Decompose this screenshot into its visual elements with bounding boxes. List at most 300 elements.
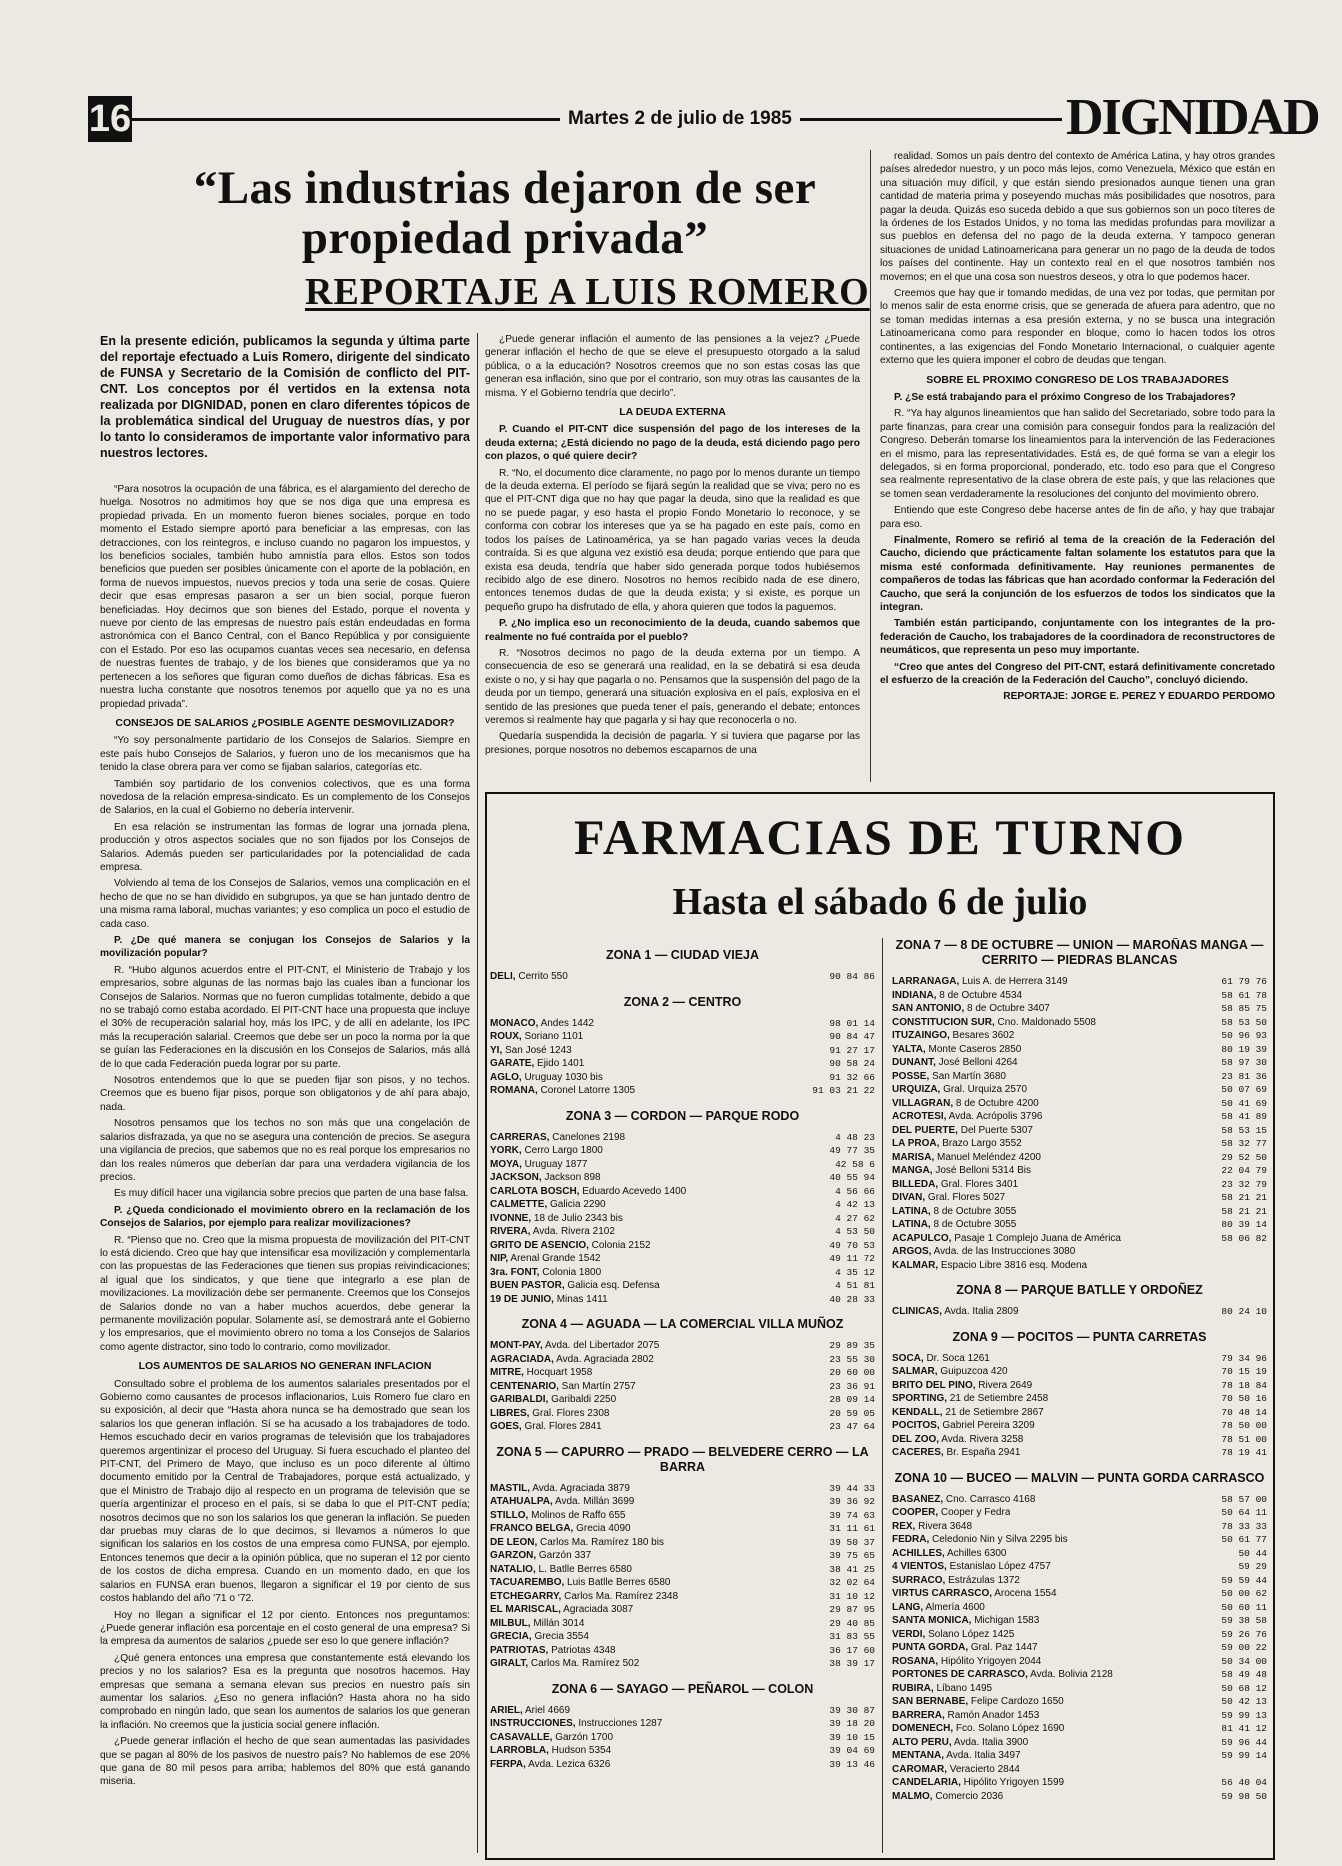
pharmacy-name: MONACO,: [490, 1017, 539, 1029]
pharmacy-phone: 58 06 82: [1221, 1232, 1267, 1244]
pharmacy-row: [892, 1764, 1267, 1778]
pharmacy-phone: 61 79 76: [1221, 976, 1267, 987]
pharmacy-name-address: [490, 1145, 603, 1158]
pharmacy-row: [892, 1407, 1267, 1421]
pharmacy-row: [892, 1548, 1267, 1562]
pharmacy-row: [892, 1602, 1267, 1616]
pharmacy-row: [892, 1777, 1267, 1791]
pharmacy-row: [490, 971, 875, 985]
pharmacy-row: [490, 1631, 875, 1645]
pharmacy-name-address: [892, 1696, 1064, 1709]
pharmacy-address: Molinos de Raffo 655: [528, 1509, 626, 1521]
pharmacy-address: 8 de Octubre 4200: [953, 1097, 1039, 1109]
article-paragraph: P. ¿Queda condicionado el movimiento obrero en la reclamación de los Consejos de Salarios, por ejemplo para realizar movilizaciones?: [100, 1204, 470, 1230]
pharmacy-address: 21 de Setiembre 2867: [942, 1406, 1044, 1418]
pharmacy-name: SANTA MONICA,: [892, 1615, 972, 1626]
pharmacy-name-address: [892, 1791, 1003, 1804]
pharmacy-phone: 4 53 50: [835, 1226, 875, 1237]
pharmacy-address: Comercio 2036: [932, 1790, 1004, 1802]
article-paragraph: P. ¿No implica eso un reconocimiento de la deuda, cuando sabemos que realmente no fué contraída por el pueblo?: [485, 618, 860, 643]
pharmacy-row: [490, 1132, 875, 1146]
article-paragraph: P. Cuando el PIT-CNT dice suspensión del pago de los intereses de la deuda externa; ¿Está diciendo no pago de la deuda, está diciendo pago pero con plazos, o qué quiere decir?: [485, 424, 860, 463]
pharmacy-row: [490, 1718, 875, 1732]
pharmacy-phone: 23 55 30: [829, 1353, 875, 1365]
pharmacy-address: Grecia 4090: [573, 1523, 631, 1534]
pharmacy-name: GOES,: [490, 1421, 522, 1432]
pharmacy-row: [892, 1192, 1267, 1206]
pharmacy-phone: 58 53 15: [1221, 1124, 1267, 1136]
pharmacy-row: [490, 1172, 875, 1186]
pharmacy-name-address: [490, 1340, 659, 1353]
pharmacy-name-address: [490, 1645, 616, 1658]
pharmacy-row: [892, 1494, 1267, 1508]
zone-title: ZONA 4 — AGUADA — LA COMERCIAL VILLA MUÑOZ: [521, 1317, 844, 1331]
article-paragraph: Nosotros pensamos que los techos no son más que una congelación de salarios disfrazada, ya que no se asegura una contención de precios. Se asegura una vigilancia de precios, que sabemos que no es real porque los empresarios no dan los reales números que deberían dar para una verdadera vigilancia de los precios.: [100, 1118, 470, 1183]
pharmacy-name-address: [490, 1031, 583, 1044]
pharmacy-address: Agraciada 3087: [560, 1604, 634, 1615]
pharmacy-phone: 70 50 16: [1221, 1393, 1267, 1404]
pharmacy-address: Garzón 337: [536, 1550, 592, 1561]
pharmacy-address: Achilles 6300: [944, 1547, 1007, 1559]
pharmacy-phone: 4 56 66: [835, 1185, 875, 1197]
pharmacy-name: MALMO,: [892, 1790, 933, 1802]
pharmacy-phone: 91 03 21 22: [812, 1085, 875, 1096]
pharmacy-phone: 49 11 72: [829, 1253, 875, 1264]
pharmacy-name: ATAHUALPA,: [490, 1496, 553, 1507]
pharmacy-row: [892, 1003, 1267, 1017]
pharmacy-name: 3ra. FONT,: [490, 1266, 540, 1278]
pharmacy-row: [490, 1018, 875, 1032]
pharmacy-phone: 39 30 87: [829, 1704, 875, 1716]
pharmacy-phone: 58 49 48: [1221, 1669, 1267, 1680]
pharmacy-name: FEDRA,: [892, 1534, 930, 1545]
pharmacy-name-address: [892, 1548, 1007, 1561]
pharmacy-row: [490, 1618, 875, 1632]
article-paragraph: “Para nosotros la ocupación de una fábrica, es el alargamiento del derecho de huelga. Nosotros no admitimos hoy que se nos diga que una empresa es propiedad privada. En un momento fueron bienes sociales, porque en todo momento el Estado siempre aportó para beneficiar a las empresas, con las detracciones, con los reintegros, e incluso cuando no pagaron los impuestos, y los beneficios sociales, también hubo amnistía para ellos. Estos son todos beneficios que pueden ser posibles únicamente con el aporte de la población, en forma de nuevos impuestos, nuevos precios y toda una serie de cosas. Quiere decir que esas empresas pasaron a ser un bien social, porque fueron beneficiadas. Hoy decimos que son bienes del Estado, porque el noventa y nueve por ciento de las empresas de nuestro país están endeudadas en forma astronómica con el Banco Central, con el Banco República y por consiguiente con el Estado. Por eso las ocupamos cuantas veces sea necesario, en defensa de nuestras fuentes de trabajo, y de los bienes que consideramos que ya no pertenecen a los señores que figuran como dueños de dichas fábricas. Esa es nuestra lucha constante que nosotros tenemos por aquello que ya no es una propiedad privada”.: [100, 484, 470, 710]
pharmacy-name-address: [490, 1085, 635, 1098]
pharmacy-name-address: [892, 1084, 1027, 1097]
pharmacy-row: [490, 1340, 875, 1354]
pharmacy-phone: 50 44: [1238, 1547, 1267, 1559]
pharmacy-row: [490, 1199, 875, 1213]
pharmacy-name-address: [892, 1152, 1041, 1165]
pharmacy-address: Manuel Meléndez 4200: [934, 1151, 1041, 1163]
pharmacy-row: [892, 1434, 1267, 1448]
pharmacy-row: [490, 1732, 875, 1746]
pharmacy-address: Cooper y Fedra: [938, 1507, 1011, 1518]
pharmacy-phone: 38 41 25: [829, 1563, 875, 1575]
pharmacy-row: [892, 1575, 1267, 1589]
pharmacy-phone: 23 47 64: [829, 1421, 875, 1432]
pharmacy-name: ROMANA,: [490, 1085, 538, 1096]
pharmacy-address: Veracierto 2844: [947, 1763, 1020, 1775]
zone-title: ZONA 2 — CENTRO: [623, 994, 742, 1009]
pharmacy-name-address: [892, 1393, 1048, 1406]
pharmacy-phone: 39 50 37: [829, 1536, 875, 1548]
pharmacy-address: Carlos Ma. Ramírez 180 bis: [537, 1536, 664, 1548]
pharmacy-name: NIP,: [490, 1253, 509, 1264]
pharmacy-name: POCITOS,: [892, 1420, 940, 1431]
pharmacy-name: ITUZAINGO,: [892, 1030, 950, 1041]
pharmacy-name: CACERES,: [892, 1447, 944, 1458]
column-divider: [870, 150, 871, 782]
pharmacy-name: INDIANA,: [892, 989, 937, 1001]
pharmacy-phone: 29 89 35: [829, 1340, 875, 1351]
pharmacy-name-address: [892, 1071, 1006, 1084]
article-paragraph: Consultado sobre el problema de los aumentos salariales presentados por el Gobierno como causantes de procesos inflacionarios, Luis Romero fue claro en su exposición, al decir que “Hasta ahora nunca se ha demostrado que sean los salarios los que generan inflación. Sí se ha acusado a los trabajadores de todo. Hemos escuchado decir en varios programas de televisión que los trabajadores queremos argentinizar el proceso del Uruguay. Si fuera escuchado el planteo del PIT-CNT, del Primero de Mayo, que incluso es un poco diferente al último documento emitido por la Central de Trabajadores, porque está actualizado, y que el Ministro de Trabajo dijo al respecto en un programa de televisión que se quería argentinizar el proceso en el país, si se daba lo que el PIT-CNT pedía; nosotros decimos que no son los salarios los que generan la inflación. Se pueden dar pruebas muy claras de lo que decimos, si llevamos a números lo que significan los salarios en los costos de una empresa como FUNSA, por ejemplo. Entonces tenemos que decir a la opinión pública, que no superan el 12 por ciento de los costos de dicha empresa. Cuando en un momento dado, en que los salarios en FUNSA eran buenos, llegaron a significar el 19 por ciento de sus costos hablando del año '71 o '72.: [100, 1378, 470, 1605]
pharmacy-name: VILLAGRAN,: [892, 1097, 954, 1109]
pharmacy-row: [892, 1420, 1267, 1434]
pharmacy-name: GARIBALDI,: [490, 1394, 549, 1405]
article-paragraph: Entiendo que este Congreso debe hacerse antes de fin de año, y hay que trabajar para eso.: [880, 505, 1275, 530]
article-paragraph: Nosotros entendemos que lo que se pueden fijar son pisos, y no techos. Creemos que es bueno fijar pisos, porque son obligatorios y de ahí para abajo, nada.: [100, 1075, 470, 1113]
column-divider: [477, 333, 478, 1853]
pharmacy-name-address: [892, 1233, 1121, 1246]
pharmacy-zone: [892, 1471, 1267, 1805]
article-paragraph: Quedaría suspendida la decisión de pagarla. Y si tuviera que pagarse por las presiones, porque nosotros no debemos escaparnos de una: [485, 731, 860, 756]
pharmacy-phone: 56 40 04: [1221, 1777, 1267, 1788]
pharmacy-address: Avda. Rivera 2102: [530, 1226, 615, 1237]
pharmacy-row: [892, 1071, 1267, 1085]
pharmacy-address: Hudson 5354: [548, 1745, 612, 1756]
pharmacy-name-address: [490, 1394, 616, 1407]
pharmacy-address: 8 de Octubre 3055: [930, 1219, 1017, 1230]
pharmacy-row: [490, 1658, 875, 1672]
pharmacy-name-address: [892, 1125, 1033, 1138]
pharmacy-zone: [490, 948, 875, 985]
pharmacy-row: [892, 1534, 1267, 1548]
pharmacy-name: ARGOS,: [892, 1246, 932, 1257]
pharmacy-name-address: [892, 1669, 1113, 1682]
pharmacy-name-address: [490, 1381, 636, 1394]
pharmacy-address: Cno. Carrasco 4168: [943, 1493, 1036, 1505]
pharmacy-address: San Martín 2757: [558, 1380, 636, 1392]
pharmacy-row: [892, 1306, 1267, 1320]
pharmacy-phone: 78 33 33: [1221, 1520, 1267, 1532]
pharmacy-name: CALMETTE,: [490, 1199, 548, 1210]
pharmacy-row: [892, 1219, 1267, 1233]
pharmacy-address: L. Batlle Berres 6580: [535, 1563, 632, 1575]
pharmacy-name-address: [892, 1246, 1075, 1259]
pharmacy-name: MANGA,: [892, 1165, 933, 1176]
pharmacy-name: INSTRUCCIONES,: [490, 1718, 576, 1729]
pharmacy-address: Avda. Italia 3497: [944, 1750, 1021, 1761]
article-paragraph: R. “Ya hay algunos lineamientos que han salido del Secretariado, sobre todo para la parte finanzas, para crear una comisión para conseguir fondos para la realización del Congreso. Deberán tomarse los lineamientos para la intervención de las Federaciones en el mismo, para las representatividades. Está es, de qué forma se van a elegir los delegados, si en forma proporcional, ponderado, etc. todo eso para que el Congreso sea realmente representativo de la clase obrera de este país, y que las relaciones que se tomen sean verdaderamente la resoluciones del conjunto del movimiento obrero.: [880, 408, 1275, 500]
pharmacy-address: Colonia 1800: [539, 1266, 602, 1278]
pharmacy-phone: 36 17 60: [829, 1644, 875, 1656]
pharmacy-address: Avda. Acrópolis 3796: [946, 1111, 1043, 1122]
pharmacy-name-address: [892, 1420, 1035, 1433]
pharmacy-name-address: [490, 1058, 584, 1071]
pharmacy-row: [490, 1267, 875, 1281]
article-intro: En la presente edición, publicamos la segunda y última parte del reportaje efectuado a Luis Romero, dirigente del sindicato de FUNSA y Secretario de la Comisión de conflicto del PIT-CNT. Los conceptos por él vertidos en la extensa nota realizada por DIGNIDAD, ponen en claro diferentes tópicos de la problemática sindical del Uruguay de nuestros días, y por lo tanto lo consideramos de importante valor informativo para nuestros lectores.: [100, 334, 470, 460]
pharmacy-address: Hipólito Yrigoyen 1599: [960, 1777, 1065, 1788]
pharmacy-phone: 23 36 91: [829, 1380, 875, 1392]
pharmacy-row: [892, 1521, 1267, 1535]
pharmacy-phone: 59 96 44: [1221, 1736, 1267, 1748]
pharmacy-phone: 58 21 21: [1221, 1192, 1267, 1203]
pharmacy-name-address: [892, 1588, 1057, 1601]
pharmacy-name: DEL ZOO,: [892, 1433, 940, 1445]
pharmacy-name: GARZON,: [490, 1550, 537, 1561]
pharmacy-name: MARISA,: [892, 1151, 935, 1163]
pharmacy-row: [490, 1510, 875, 1524]
pharmacy-phone: 59 26 76: [1221, 1628, 1267, 1640]
article-paragraph: Creemos que hay que ir tomando medidas, de una vez por todas, que permitan por lo menos salir de esta enorme crisis, que se generada de afuera para adentro, que no se toman medidas internas a esa presión externa, y no se busca una integración Latinoamericana como para responder en bloque, como lo hacen todos los otros continentes, a las exigencias del Fondo Monetario Internacional, o cualquier agente externo que les quiera imponer el cobro de deudas que tengan.: [880, 288, 1275, 367]
pharmacy-name-address: [892, 1629, 1014, 1642]
pharmacy-row: [892, 1030, 1267, 1044]
pharmacy-name: REX,: [892, 1520, 916, 1532]
pharmacy-name: COOPER,: [892, 1507, 939, 1518]
pharmacy-name-address: [490, 1631, 589, 1644]
pharmacy-name: MONT-PAY,: [490, 1340, 543, 1351]
article-paragraph: realidad. Somos un país dentro del contexto de América Latina, y hay otros grandes países alrededor nuestro, y un poco más lejos, como Venezuela, México que están en una situación muy difícil, y que están siendo presionados aunque tienen una gran cantidad de materia prima y poseyendo muchas más posibilidades que nosotros, para pagar la deuda. Quizás eso suceda debido a que sus gobiernos son un poco títeres de la órdenes de los Estados Unidos, y no toma las medidas profundas para movilizar a sus pueblos en defensa del no pago de la deuda externa. Y tampoco generan situaciones de unidad Latinoamericana para generar un no pago de la deuda de todos los países del continente. Hay un contexto real en el que nosotros también nos movemos; en el que una cosa son nuestros deseos, y otra lo que podemos hacer.: [880, 151, 1275, 283]
pharmacy-address: Minas 1411: [553, 1293, 608, 1305]
pharmacy-name-address: [892, 976, 1068, 989]
pharmacy-row: [490, 1604, 875, 1618]
zone-title: ZONA 10 — BUCEO — MALVIN — PUNTA GORDA CARRASCO: [894, 1470, 1265, 1485]
pharmacy-row: [892, 1380, 1267, 1394]
pharmacy-name: ACAPULCO,: [892, 1232, 952, 1244]
pharmacy-name: GRECIA,: [490, 1631, 532, 1642]
pharmacy-row: [892, 1246, 1267, 1260]
pharmacy-phone: 23 81 36: [1221, 1070, 1267, 1082]
pharmacy-address: Luis A. de Herrera 3149: [959, 976, 1068, 987]
pharmacy-name: CAROMAR,: [892, 1763, 947, 1775]
pharmacy-name: GIRALT,: [490, 1658, 529, 1669]
pharmacy-address: Avda. Italia 2809: [942, 1306, 1019, 1317]
article-paragraph: En esa relación se instrumentan las formas de lograr una jornada plena, producción y otros aspectos sociales que no son fijados por los Consejos de Salarios. Además pueden ser particularidades por la potencialidad de cada empresa.: [100, 821, 470, 873]
pharmacy-row: [892, 1125, 1267, 1139]
pharmacy-name-address: [892, 1750, 1021, 1763]
pharmacy-phone: 90 84 86: [829, 971, 875, 982]
pharmacy-name-address: [490, 1367, 592, 1380]
pharmacy-name-address: [892, 1407, 1044, 1420]
article-paragraph: R. “No, el documento dice claramente, no pago por lo menos durante un tiempo de la deuda externa. El período se fijará según la realidad que se viva; pero no es que el PIT-CNT diga que no hay que pagar la deuda, sino que la realidad es que no se puede pagar, y eso hasta el propio Fondo Monetario lo reconoce, y se conforma con cobrar los intereses que ya se ha pagado en este país, como en todos los países de Latinoamérica, ya se han pagado varias veces la deuda contraída. Si es que alguna vez existió esa deuda; porque entiendo que para que exista esa deuda, tendría que haber sido generada porque todos hubiésemos recibido algo de ese dinero. Nosotros no hemos recibido nada de ese dinero, entonces tenemos dudas de que la deuda exista; y si existe, es porque un pequeño grupo ha disfrutado de ella, y ahora quieren que todos la paguemos.: [485, 467, 860, 613]
pharmacy-phone: 40 55 94: [829, 1172, 875, 1183]
pharmacy-address: Coronel Latorre 1305: [537, 1085, 636, 1096]
pharmacy-phone: 42 58 6: [835, 1158, 875, 1170]
pharmacies-divider: [882, 938, 883, 1853]
section-heading: LOS AUMENTOS DE SALARIOS NO GENERAN INFLACION: [138, 1360, 432, 1373]
pharmacy-phone: 29 87 95: [829, 1604, 875, 1615]
pharmacy-address: Estanislao López 4757: [946, 1561, 1051, 1572]
article-paragraph: Hoy no llegan a significar el 12 por ciento. Entonces nos preguntamos: ¿Puede generar inflación esa porcentaje en el costo general de una empresa? Si la empresa da aumentos de salarios ¿puede ser eso lo que genere inflación?: [100, 1609, 470, 1648]
pharmacy-name: GARATE,: [490, 1058, 535, 1069]
pharmacy-name: BASAÑEZ,: [892, 1493, 944, 1505]
pharmacy-address: Monte Caseros 2850: [925, 1043, 1022, 1055]
pharmacy-name-address: [892, 1447, 1020, 1460]
pharmacy-name-address: [892, 1260, 1087, 1273]
pharmacy-name: KENDALL,: [892, 1406, 943, 1418]
pharmacy-phone: 78 51 00: [1221, 1433, 1267, 1445]
pharmacy-name: DE LEON,: [490, 1536, 538, 1548]
pharmacy-name: ROUX,: [490, 1031, 522, 1042]
pharmacy-row: [892, 1656, 1267, 1670]
pharmacy-address: Rivera 2649: [975, 1379, 1033, 1391]
pharmacy-phone: 50 64 11: [1221, 1507, 1267, 1518]
pharmacy-address: Guipuzcoa 420: [937, 1366, 1008, 1377]
pharmacy-name: SPORTING,: [892, 1393, 948, 1404]
article-paragraph: ¿Puede generar inflación el hecho de que sean aumentadas las pasividades que se pagan al 80% de los pasivos de nuestro país? No hablemos de ese 20% que gana de 80 mil pesos para arriba; hablemos del 80% que está ganando miseria.: [100, 1736, 470, 1788]
pharmacy-name-address: [892, 1737, 1028, 1750]
zone-title: ZONA 1 — CIUDAD VIEJA: [605, 948, 760, 962]
pharmacy-address: Uruguay 1030 bis: [521, 1071, 603, 1083]
pharmacy-name-address: [490, 1172, 601, 1185]
pharmacy-row: [892, 1111, 1267, 1125]
pharmacy-name-address: [892, 1138, 1022, 1151]
pharmacy-address: Avda. Rivera 3258: [939, 1433, 1024, 1445]
pharmacy-phone: 80 39 14: [1221, 1219, 1267, 1230]
article-paragraph: R. “Hubo algunos acuerdos entre el PIT-CNT, el Ministerio de Trabajo y los empresarios, sobre algunas de las normas bajo las cuales iban a funcionar los Consejos de Salarios. Normas que no fueron cumplidas totalmente, debido a que no se trabajó como estaba acordado. El PIT-CNT hace una propuesta que incluye el 30% de recuperación salarial hoy, más los IPC, y de allí en adelante, los IPC más la recuperación salarial. Creemos que debe ser un poco la norma por la que se guían las Federaciones en la discusión en los Consejos de Salarios, más allá de lo que cada Federación pueda lograr por su parte.: [100, 964, 470, 1070]
pharmacy-address: Garzón 1700: [552, 1731, 614, 1743]
pharmacy-row: [892, 1165, 1267, 1179]
pharmacy-row: [892, 990, 1267, 1004]
pharmacy-name-address: [490, 1421, 602, 1434]
pharmacy-name-address: [892, 1366, 1008, 1379]
pharmacy-address: Avda. del Libertador 2075: [542, 1340, 660, 1351]
pharmacy-address: Felipe Cardozo 1650: [968, 1696, 1064, 1707]
pharmacy-name: CARLOTA BOSCH,: [490, 1185, 580, 1197]
pharmacy-name: LATINA,: [892, 1219, 931, 1230]
pharmacy-name: JACKSON,: [490, 1172, 542, 1183]
pharmacy-phone: 79 34 96: [1221, 1352, 1267, 1364]
pharmacy-phone: 20 60 00: [829, 1367, 875, 1378]
article-paragraph: P. ¿Se está trabajando para el próximo Congreso de los Trabajadores?: [894, 391, 1236, 403]
pharmacy-phone: 50 41 69: [1221, 1097, 1267, 1109]
pharmacy-name: SAN ANTONIO,: [892, 1003, 965, 1014]
pharmacy-address: Luis Batlle Berres 6580: [564, 1577, 671, 1588]
pharmacy-address: Estrázulas 1372: [945, 1574, 1020, 1586]
pharmacy-row: [892, 1393, 1267, 1407]
pharmacy-row: [490, 1577, 875, 1591]
pharmacy-row: [490, 1591, 875, 1605]
article-subhead: REPORTAJE A LUIS ROMERO: [305, 271, 870, 313]
pharmacy-address: 8 de Octubre 4534: [936, 989, 1023, 1001]
article-column-2: [485, 333, 860, 781]
pharmacy-address: Cno. Maldonado 5508: [994, 1016, 1096, 1028]
zone-title: ZONA 9 — POCITOS — PUNTA CARRETAS: [952, 1329, 1207, 1344]
pharmacy-phone: 39 36 92: [829, 1496, 875, 1507]
pharmacy-name: 4 VIENTOS,: [892, 1561, 947, 1572]
pharmacy-phone: 50 07 69: [1221, 1084, 1267, 1095]
pharmacy-name: VERDI,: [892, 1628, 926, 1640]
article-paragraph: Es muy difícil hacer una vigilancia sobre precios que parten de una base falsa.: [114, 1188, 469, 1200]
pharmacy-name-address: [892, 1098, 1039, 1111]
pharmacy-address: Solano López 1425: [925, 1628, 1015, 1640]
pharmacy-phone: 29 52 50: [1221, 1151, 1267, 1163]
pharmacy-row: [490, 1381, 875, 1395]
pharmacy-name-address: [490, 1745, 611, 1758]
pharmacy-name: CANDELARIA,: [892, 1777, 961, 1788]
pharmacy-name-address: [892, 1777, 1064, 1790]
pharmacy-name: TACUAREMBO,: [490, 1577, 565, 1588]
pharmacy-address: 18 de Julio 2343 bis: [531, 1212, 623, 1224]
pharmacy-name-address: [892, 990, 1022, 1003]
pharmacy-phone: 49 77 35: [829, 1145, 875, 1156]
pharmacy-name-address: [490, 1510, 625, 1523]
pharmacy-address: Grecia 3554: [531, 1631, 589, 1642]
pharmacy-address: Avda. de las Instrucciones 3080: [931, 1246, 1076, 1257]
pharmacy-name: ACROTESI,: [892, 1111, 947, 1122]
pharmacy-row: [892, 1017, 1267, 1031]
pharmacy-row: [892, 1057, 1267, 1071]
pharmacy-name-address: [490, 1577, 670, 1590]
pharmacy-phone: 39 13 46: [829, 1758, 875, 1770]
pharmacy-phone: 31 10 12: [829, 1590, 875, 1602]
pharmacy-name-address: [490, 1267, 601, 1280]
pharmacy-name: YORK,: [490, 1145, 522, 1156]
pharmacy-address: Gabriel Pereira 3209: [939, 1420, 1035, 1431]
pharmacy-phone: 50 42 13: [1221, 1696, 1267, 1707]
pharmacy-name-address: [490, 1604, 633, 1617]
pharmacy-name: DEL PUERTE,: [892, 1124, 958, 1136]
pharmacy-address: Galicia 2290: [547, 1199, 606, 1210]
pharmacy-row: [892, 1044, 1267, 1058]
pharmacy-phone: 4 48 23: [835, 1131, 875, 1143]
pharmacy-address: José Belloni 4264: [935, 1057, 1018, 1068]
pharmacy-name-address: [490, 1483, 630, 1496]
pharmacy-phone: 39 18 20: [829, 1718, 875, 1729]
pharmacy-name-address: [490, 971, 568, 984]
pharmacy-name: AGLO,: [490, 1071, 522, 1083]
pharmacy-row: [490, 1745, 875, 1759]
pharmacy-name: RIVERA,: [490, 1226, 531, 1237]
pharmacy-address: Gral. Flores 2841: [521, 1421, 602, 1432]
pharmacy-row: [892, 1750, 1267, 1764]
pharmacy-name-address: [892, 1764, 1020, 1777]
pharmacy-name-address: [892, 1534, 1068, 1547]
pharmacy-address: Millán 3014: [530, 1617, 585, 1629]
pharmacy-address: Rivera 3648: [915, 1520, 973, 1532]
pharmacy-zone: [490, 1445, 875, 1672]
pharmacy-phone: 39 44 33: [829, 1482, 875, 1494]
pharmacy-row: [490, 1645, 875, 1659]
pharmacy-name: KALMAR,: [892, 1259, 939, 1271]
pharmacy-name: DIVAN,: [892, 1192, 926, 1203]
pharmacy-phone: 81 41 12: [1221, 1723, 1267, 1734]
pharmacy-name-address: [490, 1240, 651, 1253]
pharmacy-name: CONSTITUCION SUR,: [892, 1016, 995, 1028]
pharmacy-phone: 78 19 41: [1221, 1447, 1267, 1458]
pharmacy-address: Gral. Urquiza 2570: [940, 1084, 1028, 1095]
pharmacy-phone: 91 27 17: [829, 1044, 875, 1056]
pharmacy-name: ROSANA,: [892, 1655, 939, 1667]
pharmacy-name-address: [490, 1354, 654, 1367]
pharmacy-name: SURRACO,: [892, 1574, 946, 1586]
pharmacy-row: [490, 1408, 875, 1422]
pharmacy-phone: 59 59 44: [1221, 1574, 1267, 1586]
pharmacy-address: Carlos Ma. Ramírez 2348: [561, 1590, 679, 1602]
pharmacy-phone: 29 40 85: [829, 1617, 875, 1629]
pharmacy-name-address: [490, 1159, 587, 1172]
article-paragraph: “Creo que antes del Congreso del PIT-CNT, estará definitivamente concretado el esfuerzo de la creación de la Federación del Caucho”, concluyó diciendo.: [880, 661, 1275, 687]
pharmacy-row: [892, 1737, 1267, 1751]
article-paragraph: También soy partidario de los convenios colectivos, que es una forma novedosa de la relación empresa-sindicato. Es un complemento de los Consejos de Salarios, en la cual el Gobierno no debería intervenir.: [100, 778, 470, 817]
pharmacy-address: Hocquart 1958: [523, 1367, 593, 1378]
pharmacy-phone: 59 38 58: [1221, 1615, 1267, 1626]
pharmacy-zone: [892, 1283, 1267, 1320]
pharmacy-name: DELI,: [490, 971, 516, 982]
article-paragraph: Finalmente, Romero se refirió al tema de la creación de la Federación del Caucho, diciendo que prácticamente faltan solamente los estatutos para que la misma esté conformada definitivamente. Hay reuniones permanentes de compañeros de todas las fábricas que han acordado conformar la Federación del Caucho, que será la conjunción de los esfuerzos de todos los sindicatos que la integran.: [880, 534, 1275, 613]
pharmacy-name-address: [490, 1280, 660, 1293]
pharmacy-phone: 59 00 22: [1221, 1642, 1267, 1653]
pharmacy-row: [892, 1561, 1267, 1575]
pharmacy-phone: 70 48 14: [1221, 1406, 1267, 1418]
section-heading: LA DEUDA EXTERNA: [619, 406, 726, 419]
pharmacy-phone: 4 42 13: [835, 1199, 875, 1210]
pharmacy-row: [892, 1233, 1267, 1247]
